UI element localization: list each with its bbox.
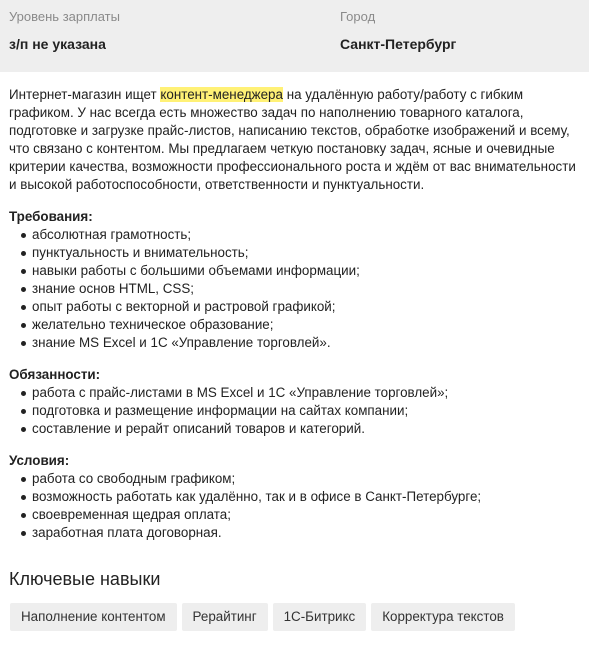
salary-block [9,9,120,53]
intro-text-before: Интернет-магазин ищет [9,87,161,102]
vacancy-summary-panel [0,0,589,72]
skill-tag[interactable]: 1С-Битрикс [273,603,367,631]
city-block [340,9,456,53]
list-item: заработная плата договорная. [9,524,580,542]
intro-text-after: на удалённую работу/работу с гибким графиком. У нас всегда есть множество задач по наполнению товарного каталога, подготовке и загрузке прайс-листов, написанию текстов, обработке изображений и всему, что связано с контентом. Мы предлагаем четкую постановку задач, ясные и очевидные критерии качества, возможности профессионального роста и ждём от вас внимательности и высокой работоспособности, ответственности и пунктуальности. [9,87,576,192]
city-label: Город [340,9,376,24]
skill-tag[interactable]: Наполнение контентом [10,603,177,631]
list-item: подготовка и размещение информации на сайтах компании; [9,402,580,420]
requirements-title: Требования: [9,209,93,224]
conditions-section [9,452,580,542]
salary-label: Уровень зарплаты [9,9,120,24]
list-item: навыки работы с большими объемами информации; [9,262,580,280]
conditions-list [9,470,580,542]
list-item: абсолютная грамотность; [9,226,580,244]
key-skills-list [10,603,589,631]
list-item: работа с прайс-листами в MS Excel и 1С «Управление торговлей»; [9,384,580,402]
description-intro [9,86,580,194]
list-item: своевременная щедрая оплата; [9,506,580,524]
skill-tag[interactable]: Корректура текстов [371,603,515,631]
list-item: работа со свободным графиком; [9,470,580,488]
conditions-title: Условия: [9,453,70,468]
list-item: пунктуальность и внимательность; [9,244,580,262]
list-item: составление и рерайт описаний товаров и категорий. [9,420,580,438]
requirements-section [9,208,580,352]
requirements-list [9,226,580,352]
vacancy-description [0,72,589,542]
duties-title: Обязанности: [9,367,101,382]
highlighted-keyword: контент-менеджера [160,87,283,102]
list-item: желательно техническое образование; [9,316,580,334]
list-item: опыт работы с векторной и растровой графикой; [9,298,580,316]
duties-list [9,384,580,438]
list-item: возможность работать как удалённо, так и в офисе в Санкт-Петербурге; [9,488,580,506]
key-skills-title: Ключевые навыки [9,569,161,589]
list-item: знание основ HTML, CSS; [9,280,580,298]
salary-value: з/п не указана [9,36,106,52]
city-value: Санкт-Петербург [340,36,457,52]
skill-tag[interactable]: Рерайтинг [182,603,268,631]
duties-section [9,366,580,438]
list-item: знание MS Excel и 1С «Управление торговлей». [9,334,580,352]
